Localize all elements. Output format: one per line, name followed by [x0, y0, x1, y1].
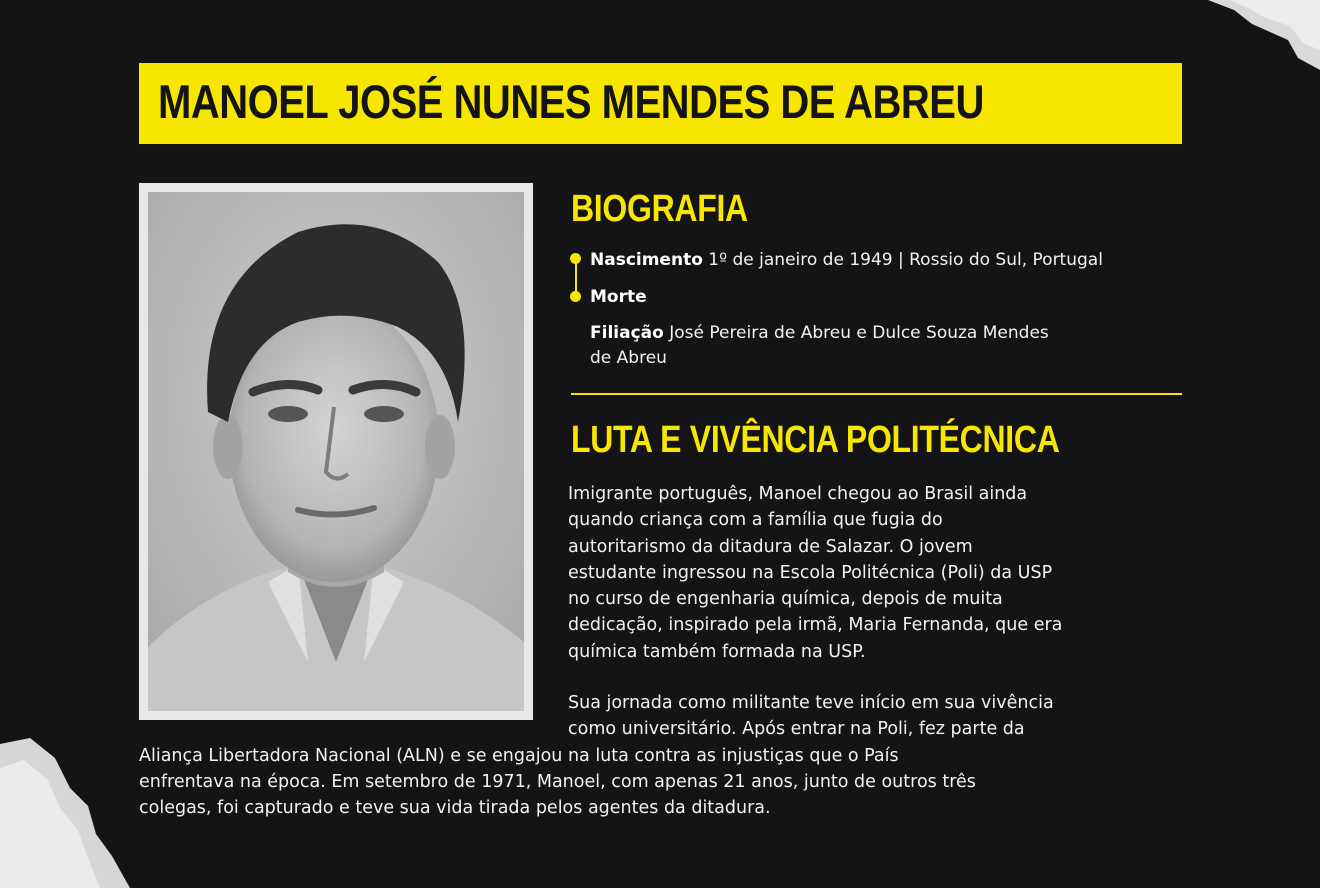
para1-line: autoritarismo da ditadura de Salazar. O jovem	[568, 536, 973, 557]
filiacao-value-line2: de Abreu	[590, 348, 667, 368]
para1-line: estudante ingressou na Escola Politécnica (Poli) da USP	[568, 562, 1053, 583]
para1-line: química também formada na USP.	[568, 641, 866, 662]
biografia-heading: BIOGRAFIA	[571, 186, 748, 230]
nascimento-row	[590, 248, 1103, 272]
portrait-photo	[148, 192, 524, 711]
page-title: MANOEL JOSÉ NUNES MENDES DE ABREU	[158, 76, 984, 129]
para2-line: como universitário. Após entrar na Poli, fez parte da	[568, 719, 1025, 740]
filiacao-row	[590, 321, 1150, 371]
para2-line: Sua jornada como militante teve início em sua vivência	[568, 693, 1054, 713]
para1-line: dedicação, inspirado pela irmã, Maria Fernanda, que era	[568, 615, 1063, 636]
title-banner	[139, 63, 1182, 144]
para2-line: enfrentava na época. Em setembro de 1971, Manoel, com apenas 21 anos, junto de outros três	[139, 771, 976, 792]
para1-line: Imigrante português, Manoel chegou ao Brasil ainda	[568, 484, 1028, 504]
luta-paragraph-2	[139, 690, 1199, 821]
timeline-dot-nascimento	[570, 253, 581, 264]
nascimento-label: Nascimento	[590, 250, 703, 270]
morte-row	[590, 285, 647, 309]
torn-paper-corner-bottom-left	[0, 738, 130, 888]
torn-paper-corner-top-right	[1200, 0, 1320, 70]
luta-paragraph-1	[568, 481, 1188, 665]
filiacao-value-line1: José Pereira de Abreu e Dulce Souza Mendes	[669, 323, 1049, 343]
section-divider	[571, 393, 1182, 395]
photo-frame	[139, 183, 533, 720]
timeline-dot-morte	[570, 291, 581, 302]
filiacao-label: Filiação	[590, 323, 664, 343]
para1-line: no curso de engenharia química, depois de muita	[568, 589, 1003, 610]
para2-line: Aliança Libertadora Nacional (ALN) e se engajou na luta contra as injustiças que o País	[139, 745, 899, 766]
morte-label: Morte	[590, 287, 647, 307]
nascimento-value: 1º de janeiro de 1949 | Rossio do Sul, Portugal	[708, 250, 1103, 270]
luta-heading: LUTA E VIVÊNCIA POLITÉCNICA	[571, 417, 1060, 461]
para2-line: colegas, foi capturado e teve sua vida tirada pelos agentes da ditadura.	[139, 798, 771, 819]
para1-line: quando criança com a família que fugia do	[568, 510, 943, 531]
